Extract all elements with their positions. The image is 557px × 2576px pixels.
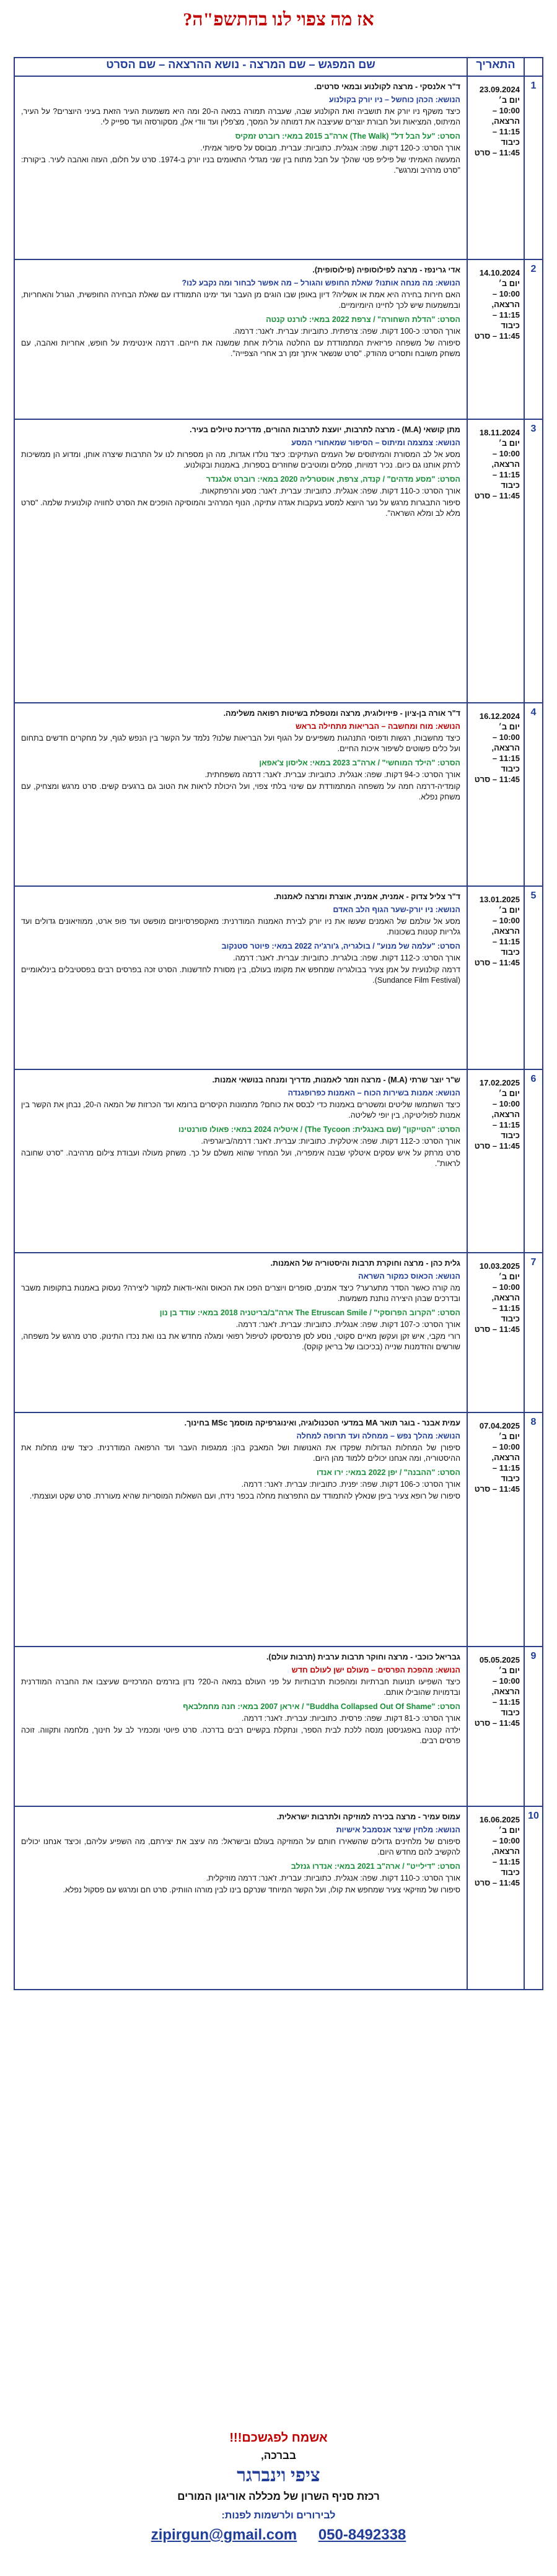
row-number: 5	[524, 886, 543, 1069]
footer-greeting: אשמח לפגשכם!!!	[229, 2431, 328, 2445]
footer-role: רכזת סניף השרון של מכללה אוריגון המורים	[177, 2491, 380, 2502]
row-number: 2	[524, 259, 543, 419]
row-date: 10.03.2025 יום ב׳ 10:00 – הרצאה, 11:15 – כיבוד 11:45 – סרט	[467, 1253, 524, 1412]
row-date: 16.06.2025 יום ב׳ 10:00 – הרצאה, 11:15 – כיבוד 11:45 – סרט	[467, 1806, 524, 1990]
lecturer: עמוס עמיר - מרצה בכירה למוזיקה ולתרבות ישראלית.	[276, 1812, 460, 1821]
row-content	[14, 1806, 467, 1990]
film-details: אורך הסרט: כ-110 דקות. שפה: אנגלית. כתוביות: עברית. ז'אנר: מסע והרפתקאות.	[200, 487, 460, 495]
lecturer: אדי גרינפז - מרצה לפילוסופיה (פילוסופית).	[312, 266, 460, 274]
topic: הנושא: אמנות בשירות הכוח – האמנות כפרופגנדה	[287, 1089, 460, 1097]
row-number: 6	[524, 1069, 543, 1253]
film-description: סיפורה של משפחה פריזאית המתמודדת עם החלטה גורלית אחת שמשנה את חייהם. דרמה אינטימית על חופש, אחריות ואהבה, עם משחק משובח ותסריט מהודק. "סרט שנשאר איתך זמן רב אחרי הצפייה".	[21, 339, 460, 358]
table-row	[14, 886, 543, 1069]
footer-name: ציפי וינברגר	[237, 2465, 320, 2486]
lecturer: מתן קושאי (M.A) - מרצה לתרבות, יועצת לתרבות ההורים, מדריכת טיולים בעיר.	[190, 425, 460, 434]
row-number: 10	[524, 1806, 543, 1990]
film-details: אורך הסרט: כ-112 דקות. שפה: בולגרית. כתוביות: עברית. ז'אנר: דרמה.	[233, 954, 460, 962]
row-date: 05.05.2025 יום ב׳ 10:00 – הרצאה, 11:15 – כיבוד 11:45 – סרט	[467, 1647, 524, 1806]
row-date: 13.01.2025 יום ב׳ 10:00 – הרצאה, 11:15 – כיבוד 11:45 – סרט	[467, 886, 524, 1069]
film-title: הסרט: "הילד המוחשי" / ארה"ב 2023 במאי: אליסון צ'אפאן	[259, 759, 460, 767]
footer-phone[interactable]: 050-8492338	[318, 2526, 406, 2543]
film-description: קומדיה-דרמה חמה על משפחה המתמודדת עם שינוי בלתי צפוי, ועל היכולת לראות את הטוב גם ברגעים קשים. סרט מרגש ומצחיק, עם משחק נפלא.	[21, 782, 460, 801]
film-title: הסרט: "על הבל דל" (The Walk) ארה"ב 2015 במאי: רוברט זמקיס	[235, 132, 460, 141]
lecturer: ד"ר אורה בן-ציון - פיזיולוגית, מרצה ומטפלת בשיטות רפואה משלימה.	[223, 709, 460, 718]
lecturer: ש"ר יוצר שרתי (M.A) - מרצה וזמר לאמנות, מדריך ומנחה בנושאי אמנות.	[212, 1076, 460, 1084]
lecturer: גבריאל כוכבי - מרצה וחוקר תרבות ערבית (תרבות עולם).	[266, 1653, 460, 1661]
table-row	[14, 259, 543, 419]
description: כיצד השפיעו תנועות חברתיות ומהפכות תרבותיות על פני העולם במאה ה-20? נדון בזרמים המרכזיים שעיצבו את החברה המודרנית ובדמויות שהובילו אותם.	[21, 1677, 460, 1697]
table-header-row	[14, 58, 543, 76]
film-title: הסרט: "הדלת השחורה" / צרפת 2022 במאי: לורנט קנטה	[266, 315, 460, 324]
footer-email[interactable]: zipirgun@gmail.com	[151, 2526, 297, 2543]
film-title: הסרט: "דילייט" / ארה"ב 2021 במאי: אנדרו גנזלב	[291, 1862, 460, 1871]
table-row	[14, 1806, 543, 1990]
topic: הנושא: צמצמה ומיתוס – הסיפור שמאחורי המסע	[291, 438, 460, 447]
row-content	[14, 1253, 467, 1412]
table-row	[14, 703, 543, 886]
film-details: אורך הסרט: כ-120 דקות. שפה: אנגלית. כתוביות: עברית. מבוסס על סיפור אמיתי.	[200, 144, 460, 152]
page-title: אז מה צפוי לנו בהתשפ"ה?	[183, 9, 374, 30]
row-date: 07.04.2025 יום ב׳ 10:00 – הרצאה, 11:15 – כיבוד 11:45 – סרט	[467, 1412, 524, 1647]
topic: הנושא: מה מנחה אותנו? שאלת החופש והגורל – מה אפשר לבחור ומה נקבע לנו?	[182, 279, 460, 287]
row-content	[14, 1069, 467, 1253]
schedule-table	[14, 57, 543, 1990]
film-details: אורך הסרט: כ-94 דקות. שפה: אנגלית. כתוביות: עברית. ז'אנר: דרמה משפחתית.	[204, 770, 460, 779]
footer-contact-label: לבירורים ולרשמות לפנות:	[221, 2510, 336, 2521]
footer-regards: בברכה,	[261, 2450, 296, 2461]
film-details: אורך הסרט: כ-110 דקות. שפה: אנגלית. כתוביות: עברית. ז'אנר: דרמה מוזיקלית.	[206, 1874, 460, 1882]
film-details: אורך הסרט: כ-107 דקות. שפה: אנגלית. כתוביות: עברית. ז'אנר: דרמה.	[235, 1320, 460, 1329]
description: האם חירות בחירה היא אמת או אשליה? דיון באופן שבו הוגים מן העבר ועד ימינו התמודדו עם שאלת הבחירה החופשית, הגורל והאחריות, ובמשמעות שיש לכך לחיינו היומיומיים.	[21, 290, 460, 310]
film-title: הסרט: "עלמה של מנוע" / בולגריה, ג'ורג'יה 2022 במאי: פיוטר סטנקוב	[221, 942, 460, 951]
row-number: 9	[524, 1647, 543, 1806]
topic: הנושא: מוח ומחשבה – הבריאות מתחילה בראש	[295, 722, 460, 731]
film-title: הסרט: "מסע מדהים" / קנדה, צרפת, אוסטרליה 2020 במאי: רוברט אלגנדר	[206, 475, 460, 484]
row-date: 17.02.2025 יום ב׳ 10:00 – הרצאה, 11:15 – כיבוד 11:45 – סרט	[467, 1069, 524, 1253]
row-date: 18.11.2024 יום ב׳ 10:00 – הרצאה, 11:15 – כיבוד 11:45 – סרט	[467, 419, 524, 703]
header-body: שם המפגש – שם המרצה - נושא ההרצאה – שם הסרט	[14, 58, 467, 76]
film-details: אורך הסרט: כ-106 דקות. שפה: יפנית. כתוביות: עברית. ז'אנר: דרמה.	[241, 1480, 460, 1489]
description: כיצד השתמשו שליטים ומשטרים באמנות כדי לבסס את כוחם? מתמונות הקיסרים ברומא ועד הכרזות של המאה ה-20, נבחן את הקשר בין אמנות לפוליטיקה, בין יופי לשליטה.	[21, 1100, 460, 1120]
topic: הנושא: הכאוס כמקור השראה	[358, 1272, 460, 1281]
table-row	[14, 419, 543, 703]
film-description: סרט מרתק על איש עסקים איטלקי שבנה אימפריה, ועל המחיר שהוא משלם על כך. משחק מעולה ועבודת צילום מרהיבה. "סרט שחובה לראות".	[21, 1149, 460, 1168]
header-date: התאריך	[467, 58, 524, 76]
row-content	[14, 419, 467, 703]
description: מסע אל עולמם של האמנים שעשו את ניו יורק לבירת האמנות המודרנית: מאקספרסיוניזם מופשט ועד פופ ארט, ממוזיאונים גדולים ועד גלריות קטנות בשכונות.	[21, 917, 460, 936]
page	[0, 4, 557, 2576]
film-title: הסרט: "הטייקון" (שם באנגלית: The Tycoon) / איטליה 2024 במאי: פאולו סורנטינו	[178, 1125, 460, 1134]
topic: הנושא: ניו יורק-שער הגוף הלב האדם	[333, 905, 460, 914]
topic: הנושא: הכהן כוחשל – ניו יורק בקולנוע	[329, 95, 460, 104]
row-content	[14, 1412, 467, 1647]
table-row	[14, 1412, 543, 1647]
table-row	[14, 76, 543, 259]
description: כיצד משקף ניו יורק את תושביה ואת הקולנוע שבה, שעברה תמורה במאה ה-20 ומה היא משמעות העיר הזאת בעיני היוצרים? על העיר, המיתוס, המציאות ועל חבורת יוצרים שעיצבה את דמותה על המסך, מצ'פלין ועד וודי אלן, מסקורסזה ועד ספייק לי.	[21, 107, 460, 126]
row-number: 7	[524, 1253, 543, 1412]
topic: הנושא: מלחין שיצר אנסמבל אישיות	[336, 1825, 460, 1834]
row-number: 3	[524, 419, 543, 703]
description: מסע אל לב המסורת והמיתוסים של העמים העתיקים: כיצד נולדו אגדות, מה הן מספרות לנו על התרבות שיצרה אותן, ומדוע הן ממשיכות לרתק אותנו גם כיום. נכיר דמויות, סמלים ומוטיבים שחוזרים בספרות, באמנות ובקולנוע.	[21, 450, 460, 469]
row-content	[14, 259, 467, 419]
film-details: אורך הסרט: כ-112 דקות. שפה: איטלקית. כתוביות: עברית. ז'אנר: דרמה/ביוגרפיה.	[201, 1137, 460, 1146]
film-description: רורי מקבי, איש זקן ועקשן מאיים סקוטי, נוסע לסן פרנסיסקו לטיפול רפואי ומגלה מחדש את בנו ואת נכדו התינוק. סרט מרגש על משפחה, שורשים והזדמנות שנייה (בכיכובו של בריאן קוקס).	[21, 1332, 460, 1351]
film-title: הסרט: "הקרוב הפרוסקי" / The Etruscan Smile ארה"ב/בריטניה 2018 במאי: עודד בן נון	[159, 1308, 460, 1317]
table-row	[14, 1069, 543, 1253]
film-title: הסרט: "Buddha Collapsed Out Of Shame" / איראן 2007 במאי: חנה מחמלבאף	[183, 1702, 460, 1711]
row-content	[14, 1647, 467, 1806]
row-content	[14, 886, 467, 1069]
header-num	[524, 58, 543, 76]
row-number: 1	[524, 76, 543, 259]
description: מה קורה כאשר הסדר מתערער? כיצד אמנים, סופרים ויוצרים הפכו את הכאוס והאי-ודאות למקור ליצירה? נעסוק באמנות בתקופות משבר ובדרכים שבהן היצירה נותנת משמעות.	[21, 1284, 460, 1303]
film-details: אורך הסרט: כ-100 דקות. שפה: צרפתית. כתוביות: עברית. ז'אנר: דרמה.	[232, 327, 460, 336]
description: סיפורם של מלחינים גדולים שהשאירו חותם על המוזיקה בעולם ובישראל: מה עיצב את יצירתם, מה השפיע עליהם, וכיצד אנחנו יכולים להקשיב להם מחדש היום.	[21, 1837, 460, 1856]
film-description: סיפורו של רופא צעיר ביפן שנאלץ להתמודד עם התפרצות מחלה בכפר נידח, ועם השאלות המוסריות שהיא מעוררת. סרט שקט ועוצמתי.	[29, 1492, 460, 1500]
row-number: 8	[524, 1412, 543, 1647]
lecturer: ד"ר אלנסקי - מרצה לקולנוע ובמאי סרטים.	[314, 82, 460, 91]
film-description: סיפורו של מוזיקאי צעיר שמחפש את קולו, ועל הקשר המיוחד שנרקם בינו לבין מורהו הוותיק. סרט חם ומרגש עם פסקול נפלא.	[63, 1886, 460, 1894]
lecturer: עמית אבנר - בוגר תואר MA במדעי הטכנולוגיה, ואינוגרפיקה מוסמך MSc בחינוך.	[184, 1419, 460, 1427]
row-date: 16.12.2024 יום ב׳ 10:00 – הרצאה, 11:15 – כיבוד 11:45 – סרט	[467, 703, 524, 886]
film-description: ילדה קטנה באפגניסטן מנסה ללכת לבית הספר, ונתקלת בקשיים רבים בדרכה. סרט פיוטי ומכמיר לב על חינוך, מלחמה ותקווה. זוכה פרסים רבים.	[21, 1726, 460, 1745]
description: כיצד מחשבות, רגשות ודפוסי התנהגות משפיעים על הגוף ועל הבריאות שלנו? נלמד על הקשר בין הנפש לגוף, על מחקרים חדשים בתחום ועל כלים פשוטים לשיפור איכות החיים.	[21, 734, 460, 753]
description: סיפורן של המחלות הגדולות שפקדו את האנושות ושל המאבק בהן: ממגפות העבר ועד הרפואה המודרנית. כיצד שינו מחלות את ההיסטוריה, ומה אנחנו יכולים ללמוד מהן היום.	[21, 1443, 460, 1463]
row-date: 23.09.2024 יום ב׳ 10:00 – הרצאה, 11:15 – כיבוד 11:45 – סרט	[467, 76, 524, 259]
film-description: המעשה האמיתי של פיליפ פטי שהלך על חבל מתוח בין שני מגדלי התאומים בניו יורק ב-1974. סרט על חלום, העזה ואהבה לעיר. ביקורת: "סרט מרהיב ומרגש".	[21, 155, 460, 175]
topic: הנושא: מהלך נפש – ממחלה ועד תרופה למחלה	[296, 1432, 460, 1440]
row-content	[14, 76, 467, 259]
table-row	[14, 1253, 543, 1412]
lecturer: ד"ר צליל צדוק - אמנית, אמנית, אוצרת ומרצה לאמנות.	[274, 892, 460, 901]
row-number: 4	[524, 703, 543, 886]
table-row	[14, 1647, 543, 1806]
film-title: הסרט: "ההבנה" / יפן 2022 במאי: ירו אנדו	[316, 1468, 460, 1477]
lecturer: גלית כהן - מרצה וחוקרת תרבות והיסטוריה של האמנות.	[270, 1259, 460, 1268]
film-description: סיפור התבגרות מרגש על נער היוצא למסע בעקבות אגדה עתיקה, הנוף המרהיב והמוסיקה הופכים את הסרט לחוויה קולנועית שלמה. "סרט מלא לב ומלא השראה".	[21, 498, 460, 518]
film-description: דרמה קולנועית על אמן צעיר בבולגריה שמחפש את מקומו בעולם, בין מסורת לחדשנות. הסרט זכה בפרסים רבים בפסטיבלים בינלאומיים (Sundance Film Festival).	[21, 965, 460, 985]
film-details: אורך הסרט: כ-81 דקות. שפה: פרסית. כתוביות: עברית. ז'אנר: דרמה.	[241, 1714, 460, 1723]
topic: הנושא: מהפכת הפרסים – מעולם ישן לעולם חדש	[291, 1666, 460, 1674]
row-content	[14, 703, 467, 886]
row-date: 14.10.2024 יום ב׳ 10:00 – הרצאה, 11:15 – כיבוד 11:45 – סרט	[467, 259, 524, 419]
footer-contact-line	[0, 2526, 557, 2544]
